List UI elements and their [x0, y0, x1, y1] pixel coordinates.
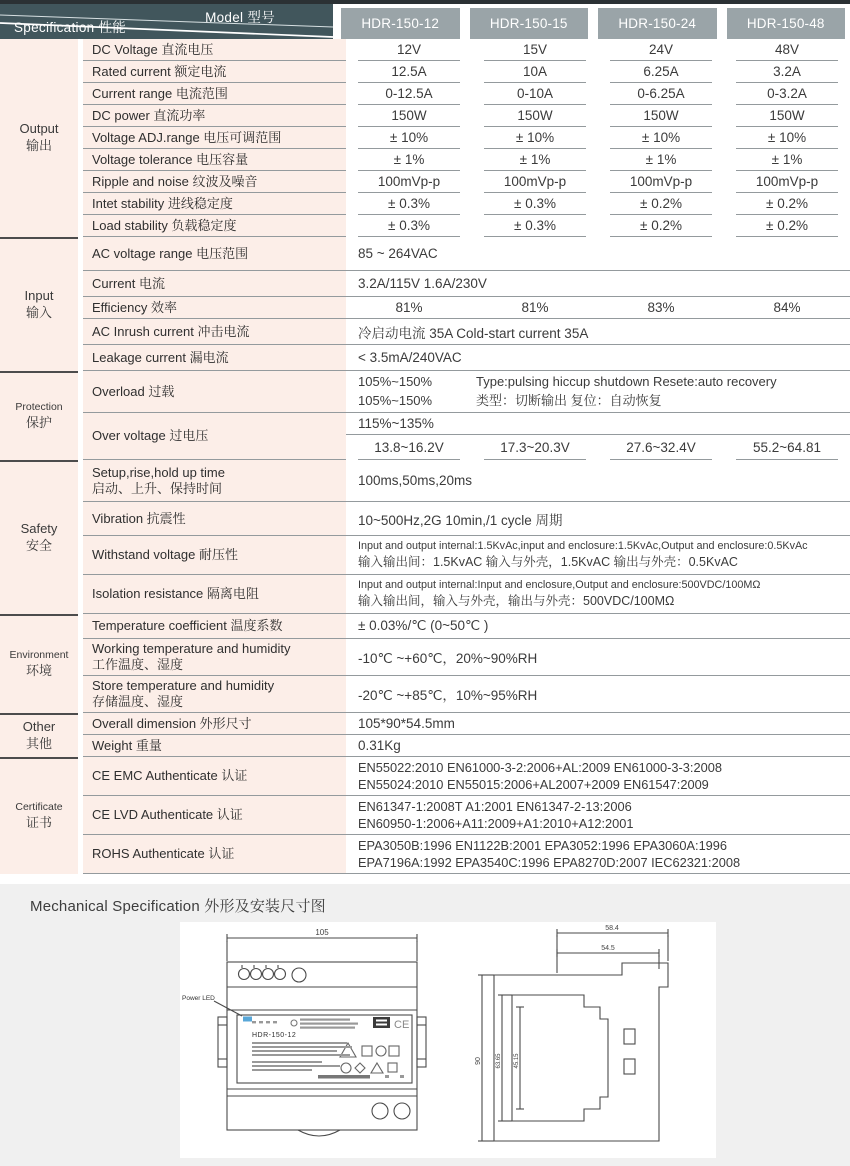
spec-row [83, 83, 850, 105]
value-cell: 6.25A [610, 61, 712, 83]
value-cell: ± 1% [610, 149, 712, 171]
section-rows [83, 237, 850, 371]
category-cell-other [0, 713, 78, 757]
value-cell: ± 10% [358, 127, 460, 149]
spec-row [83, 271, 850, 297]
row-label: Weight 重量 [83, 735, 346, 757]
value-cell: 27.6~32.4V [610, 435, 712, 460]
value-cell: 81% [395, 300, 423, 315]
row-label: Efficiency 效率 [83, 297, 346, 319]
row-values [346, 639, 850, 676]
row-values [346, 271, 850, 297]
row-values [346, 757, 850, 796]
value-line: EN61347-1:2008T A1:2001 EN61347-2-13:2006 [358, 798, 632, 814]
spec-row [83, 345, 850, 371]
value-span: 3.2A/115V 1.6A/230V [346, 271, 850, 297]
value-span: 10~500Hz,2G 10min,/1 cycle 周期 [346, 502, 850, 536]
value-span: 冷启动电流 35A Cold-start current 35A [346, 319, 850, 345]
side-height-dim-label: 90 [475, 1057, 482, 1065]
section-other [0, 713, 850, 757]
value-line: 输入输出间：1.5KvAC 输入与外壳，1.5KvAC 输出与外壳：0.5KvAC [358, 554, 738, 569]
spec-table [0, 4, 850, 874]
row-values [346, 237, 850, 271]
row-label: Vibration 抗震性 [83, 502, 346, 536]
row-values [346, 735, 850, 757]
row-values [346, 297, 850, 319]
row-values [346, 371, 850, 413]
category-name-cn: 输出 [25, 138, 52, 153]
value-line: EN55022:2010 EN61000-3-2:2006+AL:2009 EN61000-3-3:2008 [358, 759, 722, 775]
section-protection [0, 371, 850, 460]
spec-row [83, 536, 850, 575]
category-cell-protection [0, 371, 78, 460]
value-cell: ± 0.3% [358, 215, 460, 237]
front-width-dim-label: 105 [315, 928, 329, 937]
category-cell-certificate [0, 757, 78, 874]
value-cell: 100mVp-p [484, 171, 586, 193]
value-cell: 17.3~20.3V [484, 435, 586, 460]
row-label: Store temperature and humidity 存储温度、湿度 [83, 676, 346, 713]
value-cell: 12V [358, 39, 460, 61]
value-lines [346, 575, 850, 614]
value-cell: 150W [484, 105, 586, 127]
row-label: CE LVD Authenticate 认证 [83, 796, 346, 835]
column-header-1: HDR-150-12 [341, 8, 460, 39]
section-environment [0, 614, 850, 713]
model-label: Model 型号 [205, 10, 275, 25]
category-name: Other [22, 719, 56, 735]
row-label: Working temperature and humidity 工作温度、湿度 [83, 639, 346, 676]
value-cell: ± 1% [358, 149, 460, 171]
spec-row [83, 676, 850, 713]
spec-row [83, 796, 850, 835]
section-rows [83, 460, 850, 614]
section-output [0, 39, 850, 237]
category-name-cn: 安全 [25, 538, 52, 553]
category-name-cn: 保护 [25, 414, 52, 430]
value-cell: ± 10% [736, 127, 838, 149]
value-cell: ± 10% [610, 127, 712, 149]
value-lines [346, 757, 850, 796]
category-cell-output [0, 39, 78, 237]
spec-row [83, 171, 850, 193]
value-cell: 150W [610, 105, 712, 127]
value-cell: ± 10% [484, 127, 586, 149]
row-values [346, 536, 850, 575]
row-values [346, 575, 850, 614]
value-span: < 3.5mA/240VAC [346, 345, 850, 371]
value-cell: 100mVp-p [358, 171, 460, 193]
spec-row [83, 735, 850, 757]
power-led-indicator [243, 1017, 252, 1022]
spec-row [83, 193, 850, 215]
spec-row [83, 297, 850, 319]
overload-desc: 类型：切断输出 复位：自动恢复 [476, 392, 662, 408]
value-span: 100ms,50ms,20ms [346, 460, 850, 502]
overload-range: 105%~150% [358, 392, 433, 408]
value-cell: 150W [358, 105, 460, 127]
row-label: Ripple and noise 纹波及噪音 [83, 171, 346, 193]
value-line: EN60950-1:2006+A11:2009+A1:2010+A12:2001 [358, 816, 634, 831]
mechanical-heading: Mechanical Specification 外形及安装尺寸图 [30, 898, 326, 915]
spec-row [83, 371, 850, 413]
row-values [346, 127, 850, 149]
category-name: Safety [20, 521, 58, 537]
device-model-label: HDR-150-12 [252, 1032, 297, 1039]
row-values [346, 796, 850, 835]
section-rows [83, 39, 850, 237]
value-span: -10℃ ~+60℃，20%~90%RH [346, 639, 850, 676]
row-label: DC power 直流功率 [83, 105, 346, 127]
category-cell-safety [0, 460, 78, 614]
label-logo-box [373, 1017, 390, 1028]
row-label: Rated current 额定电流 [83, 61, 346, 83]
spec-row [83, 237, 850, 271]
row-label: DC Voltage 直流电压 [83, 39, 346, 61]
row-values [346, 713, 850, 735]
spec-row [83, 215, 850, 237]
row-label: Over voltage 过电压 [83, 413, 346, 460]
value-line: Input and output internal:1.5KvAc,input and enclosure:1.5KvAc,Output and enclosure:0.5KvAc [358, 540, 808, 553]
overload-desc: Type:pulsing hiccup shutdown Resete:auto recovery [476, 374, 777, 390]
value-span: 105*90*54.5mm [346, 713, 850, 735]
row-label: Voltage ADJ.range 电压可调范围 [83, 127, 346, 149]
spec-label: Specification 性能 [14, 20, 127, 35]
row-values [346, 171, 850, 193]
value-span: 85 ~ 264VAC [346, 237, 850, 271]
row-label: Isolation resistance 隔离电阻 [83, 575, 346, 614]
row-values [346, 215, 850, 237]
column-header-2: HDR-150-15 [470, 8, 589, 39]
value-lines [346, 835, 850, 874]
value-span: -20℃ ~+85℃，10%~95%RH [346, 676, 850, 713]
category-name-cn: 输入 [25, 305, 52, 320]
row-label: ROHS Authenticate 认证 [83, 835, 346, 874]
row-values [346, 193, 850, 215]
spec-row [83, 713, 850, 735]
front-view-drawing [180, 925, 462, 1155]
row-values [346, 502, 850, 536]
row-label: Load stability 负载稳定度 [83, 215, 346, 237]
value-lines [346, 536, 850, 575]
category-name-cn: 其他 [25, 736, 52, 751]
category-name: Certificate [15, 801, 63, 814]
overload-line [346, 392, 850, 410]
value-cell: 81% [521, 300, 549, 315]
category-name: Output [19, 121, 59, 137]
spec-row [83, 127, 850, 149]
overvoltage-values [346, 435, 850, 460]
value-cell: 24V [610, 39, 712, 61]
row-values [346, 676, 850, 713]
value-cell: ± 0.3% [484, 193, 586, 215]
spec-row [83, 149, 850, 171]
section-input [0, 237, 850, 371]
row-label: Current range 电流范围 [83, 83, 346, 105]
value-line: EN55024:2010 EN55015:2006+AL2007+2009 EN61547:2009 [358, 777, 709, 792]
spec-row [83, 105, 850, 127]
spec-row [83, 460, 850, 502]
category-cell-environment [0, 614, 78, 713]
row-label: Intet stability 进线稳定度 [83, 193, 346, 215]
side-body-depth-dim-label: 54.5 [601, 945, 615, 952]
drawing-panel [180, 922, 716, 1158]
row-label: Current 电流 [83, 271, 346, 297]
row-label: CE EMC Authenticate 认证 [83, 757, 346, 796]
value-cell: 83% [647, 300, 675, 315]
value-cell: ± 0.2% [736, 193, 838, 215]
value-line: EPA7196A:1992 EPA3540C:1996 EPA8270D:2007 IEC62321:2008 [358, 855, 741, 870]
side-depth-dim-label: 58.4 [605, 925, 619, 932]
side-inner-height-dim-label: 63.65 [496, 1053, 502, 1069]
value-cell: ± 1% [484, 149, 586, 171]
spec-row [83, 757, 850, 796]
section-rows [83, 757, 850, 874]
spec-row [83, 614, 850, 639]
section-safety [0, 460, 850, 614]
row-label: Setup,rise,hold up time 启动、上升、保持时间 [83, 460, 346, 502]
spec-row [83, 639, 850, 676]
value-cell: 3.2A [736, 61, 838, 83]
category-cell-input [0, 237, 78, 371]
value-cell: ± 0.2% [736, 215, 838, 237]
value-cell: 0-12.5A [358, 83, 460, 105]
value-lines [346, 796, 850, 835]
row-values [346, 460, 850, 502]
row-values [346, 319, 850, 345]
value-cell: ± 0.3% [358, 193, 460, 215]
value-cell: 48V [736, 39, 838, 61]
overvoltage-range: 115%~135% [346, 413, 850, 435]
spec-row [83, 502, 850, 536]
row-label: AC voltage range 电压范围 [83, 237, 346, 271]
spec-row [83, 835, 850, 874]
row-label: Leakage current 漏电流 [83, 345, 346, 371]
row-values [346, 614, 850, 639]
row-label: Overload 过载 [83, 371, 346, 413]
row-label: Temperature coefficient 温度系数 [83, 614, 346, 639]
row-label: Overall dimension 外形尺寸 [83, 713, 346, 735]
table-header [0, 4, 850, 39]
spec-row [83, 575, 850, 614]
mechanical-section [0, 884, 850, 1166]
value-cell: 10A [484, 61, 586, 83]
category-name-cn: 证书 [25, 814, 52, 830]
side-view-drawing [472, 925, 687, 1155]
model-columns [333, 4, 850, 39]
row-label: Withstand voltage 耐压性 [83, 536, 346, 575]
value-cell: ± 0.2% [610, 215, 712, 237]
value-cell: ± 1% [736, 149, 838, 171]
value-cell: ± 0.2% [610, 193, 712, 215]
column-header-4: HDR-150-48 [727, 8, 846, 39]
value-cell: 0-3.2A [736, 83, 838, 105]
row-values [346, 345, 850, 371]
value-cell: ± 0.3% [484, 215, 586, 237]
value-line: 输入输出间，输入与外壳，输出与外壳：500VDC/100MΩ [358, 593, 675, 608]
ce-mark: CE [394, 1019, 410, 1031]
row-values [346, 149, 850, 171]
category-name: Environment [9, 649, 69, 662]
side-inner-height-dim2-label: 45.15 [514, 1053, 520, 1069]
category-name: Input [24, 288, 54, 304]
row-values [346, 835, 850, 874]
value-cell: 15V [484, 39, 586, 61]
row-label: Voltage tolerance 电压容量 [83, 149, 346, 171]
row-label: AC Inrush current 冲击电流 [83, 319, 346, 345]
value-cell: 0-10A [484, 83, 586, 105]
value-line: Input and output internal:Input and enclosure,Output and enclosure:500VDC/100MΩ [358, 579, 761, 592]
section-rows [83, 614, 850, 713]
section-rows [83, 713, 850, 757]
category-name: Protection [15, 401, 63, 414]
row-values [346, 105, 850, 127]
section-rows [83, 371, 850, 460]
column-header-3: HDR-150-24 [598, 8, 717, 39]
value-cell: 12.5A [358, 61, 460, 83]
value-cell: 55.2~64.81 [736, 435, 838, 460]
spec-table-body [0, 39, 850, 874]
value-cell: 150W [736, 105, 838, 127]
overload-values [346, 371, 850, 413]
value-span: 0.31Kg [346, 735, 850, 757]
row-values [346, 39, 850, 61]
row-values [346, 61, 850, 83]
overload-line [346, 373, 850, 391]
value-cell: 100mVp-p [736, 171, 838, 193]
value-cell: 13.8~16.2V [358, 435, 460, 460]
row-values [346, 413, 850, 460]
section-certificate [0, 757, 850, 874]
spec-row [83, 413, 850, 460]
spec-row [83, 61, 850, 83]
value-line: EPA3050B:1996 EN1122B:2001 EPA3052:1996 EPA3060A:1996 [358, 837, 728, 853]
header-corner-cell [0, 4, 333, 39]
value-span: ± 0.03%/℃ (0~50℃ ) [346, 614, 850, 639]
value-cell: 84% [773, 300, 801, 315]
category-name-cn: 环境 [25, 662, 52, 678]
power-led-label: Power LED [182, 995, 215, 1002]
spec-row [83, 319, 850, 345]
value-cell: 0-6.25A [610, 83, 712, 105]
overload-range: 105%~150% [358, 374, 433, 390]
spec-row [83, 39, 850, 61]
value-cell: 100mVp-p [610, 171, 712, 193]
row-values [346, 83, 850, 105]
